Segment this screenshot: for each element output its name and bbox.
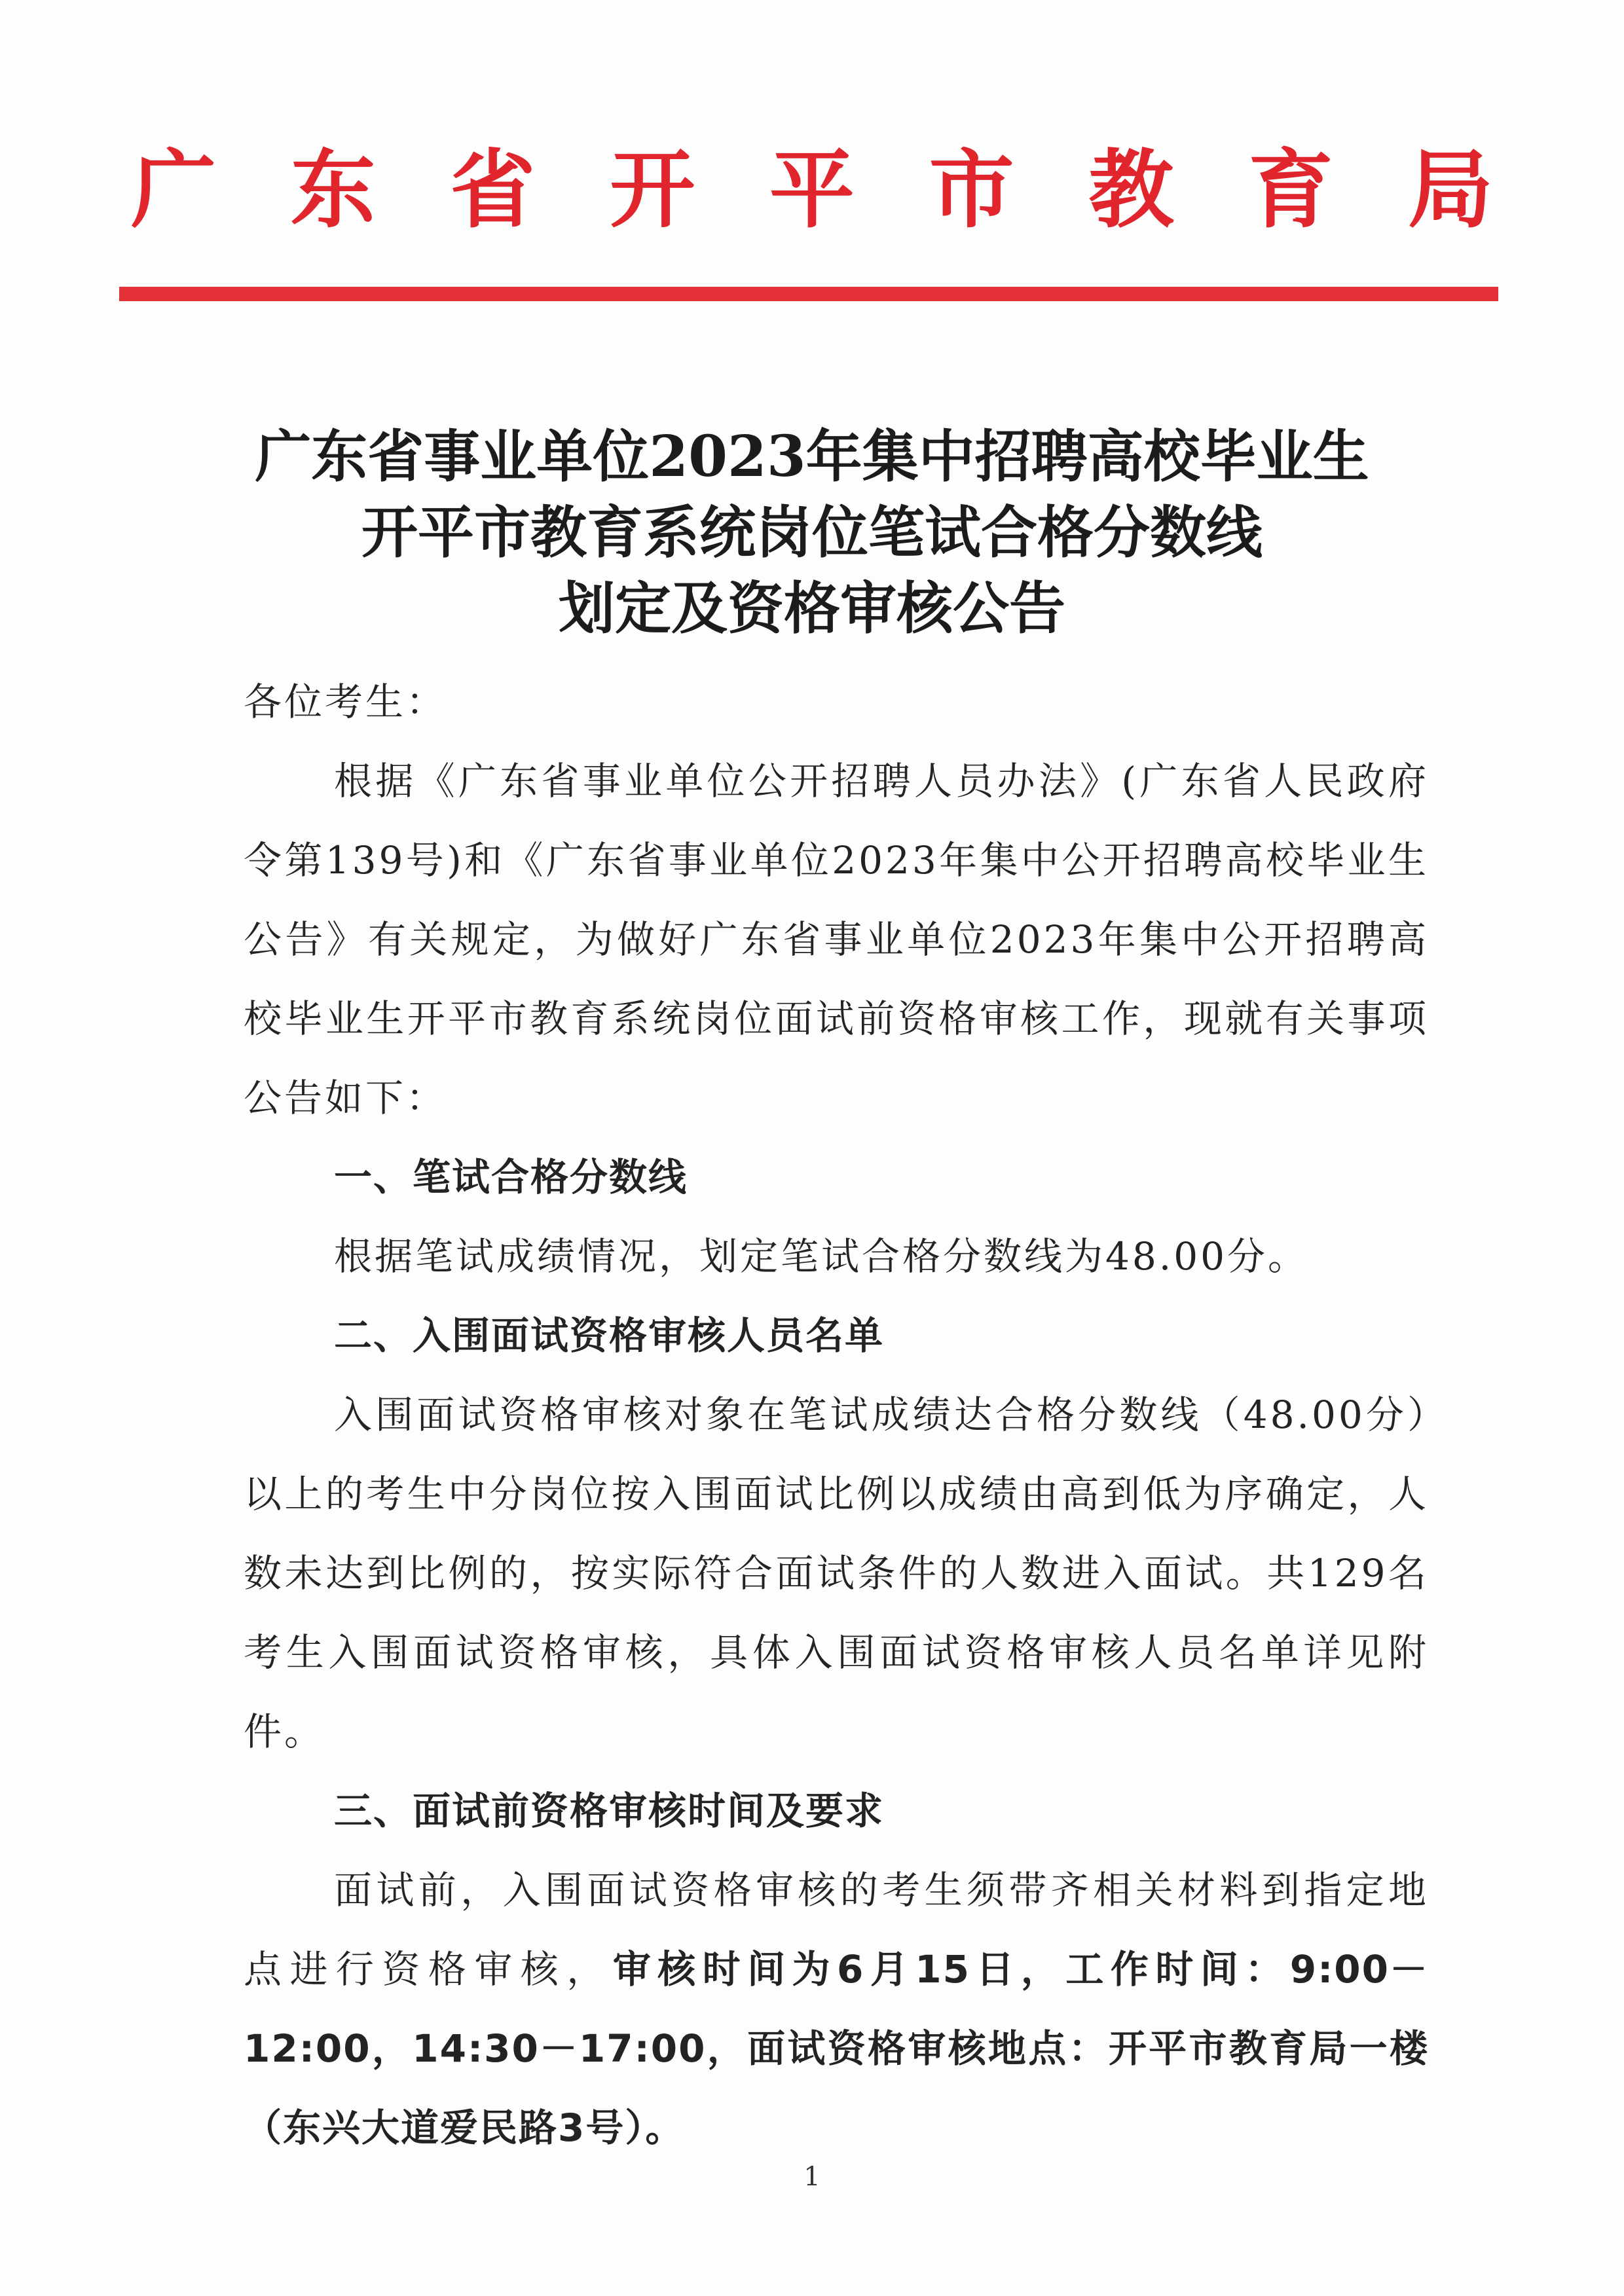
- section-1-heading: 一、笔试合格分数线: [334, 1155, 688, 1199]
- intro-paragraph: 根据《广东省事业单位公开招聘人员办法》(广东省人民政府令第139号)和《广东省事业单位2023年集中公开招聘高校毕业生公告》有关规定，为做好广东省事业单位2023年集中公开招聘高校毕业生开平市教育系统岗位面试前资格审核工作，现就有关事项公告如下：: [244, 759, 1429, 1120]
- issuer-char: 局: [1407, 140, 1493, 240]
- document-body: [244, 663, 1429, 2168]
- header-divider: [119, 287, 1498, 301]
- issuer-char: 平: [769, 140, 855, 240]
- issuer-header: [118, 134, 1506, 246]
- section-3-text-bold: 审核时间为6月15日，工作时间：9:00－12:00，14:30－17:00，面试资格审核地点：开平市教育局一楼（东兴大道爱民路3号）。: [244, 1947, 1429, 2150]
- section-3-text: [244, 1851, 1429, 2168]
- section-1-text: 根据笔试成绩情况，划定笔试合格分数线为48.00分。: [334, 1234, 1309, 1279]
- issuer-char: 东: [290, 140, 376, 240]
- section-2-heading: 二、入围面试资格审核人员名单: [334, 1313, 885, 1358]
- issuer-char: 市: [929, 140, 1014, 240]
- issuer-char: 育: [1248, 140, 1334, 240]
- salutation: 各位考生：: [244, 680, 447, 724]
- issuer-char: 教: [1088, 140, 1174, 240]
- title-line-1: 广东省事业单位2023年集中招聘高校毕业生: [255, 424, 1369, 490]
- section-2-text: 入围面试资格审核对象在笔试成绩达合格分数线（48.00分）以上的考生中分岗位按入围面试比例以成绩由高到低为序确定，人数未达到比例的，按实际符合面试条件的人数进入面试。共129名考生入围面试资格审核，具体入围面试资格审核人员名单详见附件。: [244, 1393, 1429, 1754]
- title-line-3: 划定及资格审核公告: [559, 575, 1065, 642]
- issuer-char: 开: [610, 140, 695, 240]
- title-line-2: 开平市教育系统岗位笔试合格分数线: [361, 500, 1263, 566]
- section-3-heading: 三、面试前资格审核时间及要求: [334, 1789, 885, 1833]
- issuer-char: 广: [130, 140, 216, 240]
- document-title: [131, 419, 1493, 647]
- page-number: 1: [803, 2162, 821, 2192]
- issuer-char: 省: [450, 140, 536, 240]
- section-3-text-plain: 面试前，入围面试资格审核的考生须带齐相关材料到指定地点进行资格审核，: [244, 1868, 1429, 1992]
